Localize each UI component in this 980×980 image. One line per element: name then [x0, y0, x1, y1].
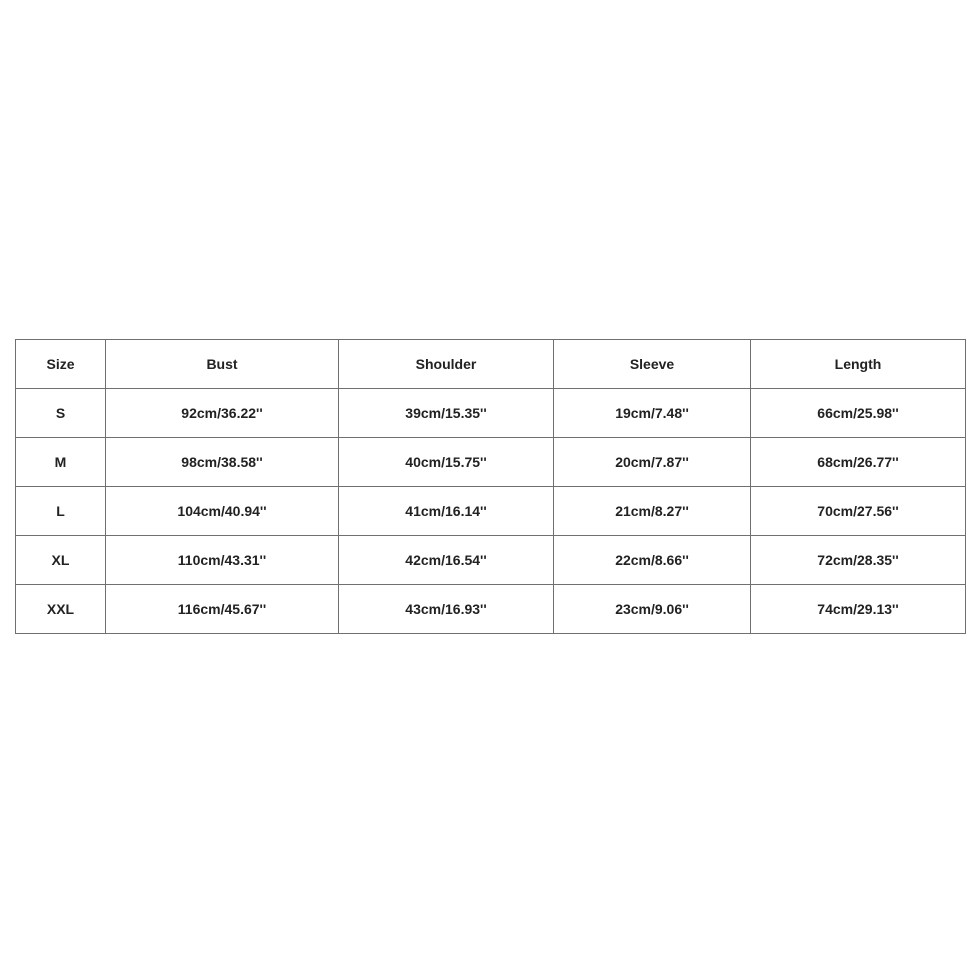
bust-cell: 98cm/38.58''	[106, 438, 339, 487]
bust-cell: 104cm/40.94''	[106, 487, 339, 536]
length-cell: 74cm/29.13''	[751, 585, 966, 634]
bust-cell: 110cm/43.31''	[106, 536, 339, 585]
sleeve-cell: 23cm/9.06''	[554, 585, 751, 634]
bust-cell: 92cm/36.22''	[106, 389, 339, 438]
table-row	[16, 438, 966, 487]
size-cell: M	[16, 438, 106, 487]
shoulder-cell: 39cm/15.35''	[339, 389, 554, 438]
shoulder-cell: 43cm/16.93''	[339, 585, 554, 634]
table-row	[16, 487, 966, 536]
bust-cell: 116cm/45.67''	[106, 585, 339, 634]
column-header-sleeve: Sleeve	[554, 340, 751, 389]
size-cell: L	[16, 487, 106, 536]
size-cell: XL	[16, 536, 106, 585]
size-cell: XXL	[16, 585, 106, 634]
table-row	[16, 389, 966, 438]
sleeve-cell: 19cm/7.48''	[554, 389, 751, 438]
column-header-size: Size	[16, 340, 106, 389]
column-header-length: Length	[751, 340, 966, 389]
column-header-shoulder: Shoulder	[339, 340, 554, 389]
shoulder-cell: 42cm/16.54''	[339, 536, 554, 585]
shoulder-cell: 41cm/16.14''	[339, 487, 554, 536]
shoulder-cell: 40cm/15.75''	[339, 438, 554, 487]
size-cell: S	[16, 389, 106, 438]
sleeve-cell: 21cm/8.27''	[554, 487, 751, 536]
table-header-row	[16, 340, 966, 389]
table-row	[16, 536, 966, 585]
length-cell: 72cm/28.35''	[751, 536, 966, 585]
sleeve-cell: 20cm/7.87''	[554, 438, 751, 487]
length-cell: 70cm/27.56''	[751, 487, 966, 536]
length-cell: 66cm/25.98''	[751, 389, 966, 438]
column-header-bust: Bust	[106, 340, 339, 389]
size-chart-table	[15, 339, 966, 634]
length-cell: 68cm/26.77''	[751, 438, 966, 487]
table-row	[16, 585, 966, 634]
sleeve-cell: 22cm/8.66''	[554, 536, 751, 585]
